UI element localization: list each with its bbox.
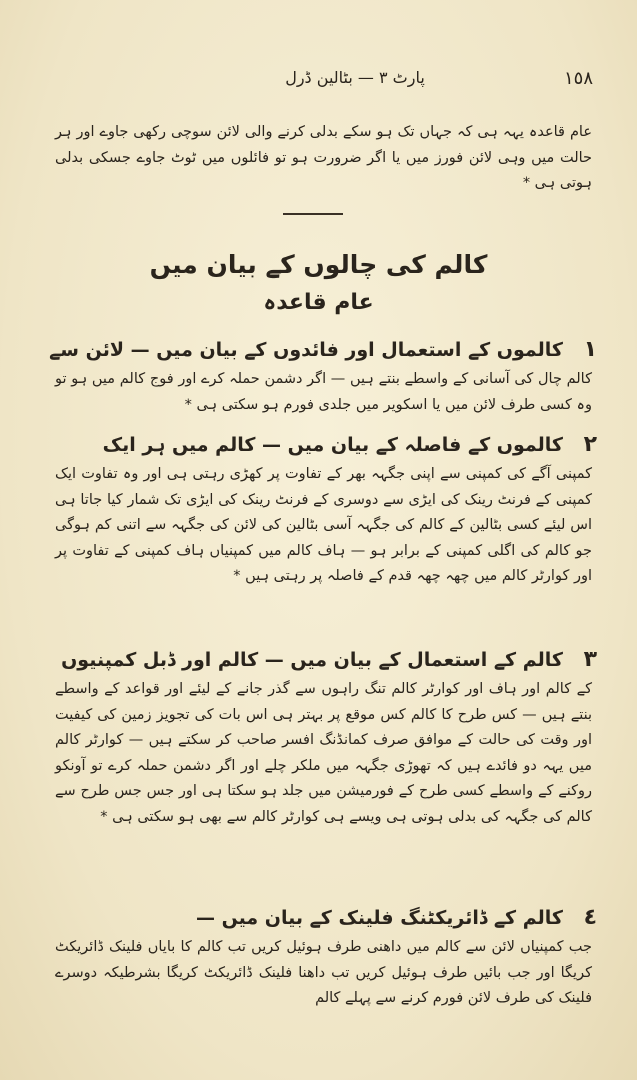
item-heading — [45, 335, 597, 365]
item-heading — [45, 903, 597, 933]
section-subtitle: عام قاعدہ — [263, 290, 374, 315]
intro-paragraph: عام قاعدہ یہہ ہی کہ جہاں تک ہو سکے بدلی کرنے والی لائن سوچی رکھی جاوے اور ہر حالت میں وہی لائن فورز میں یا اگر ضرورت ہو تو فائلوں میں ٹوٹ جاوے جسکی بدلی ہوتی ہی * — [55, 124, 592, 191]
page-header — [40, 68, 597, 96]
item-heading-text: کالموں کے استعمال اور فائدوں کے بیان میں — لائن سے — [49, 339, 563, 361]
item-number: ٤ — [583, 905, 597, 930]
item-heading — [45, 645, 597, 675]
running-title: پارٹ ٣ — بٹالین ڈرل — [285, 68, 425, 87]
section-divider — [283, 213, 343, 215]
item-heading-text: کالم کے ڈائریکٹنگ فلینک کے بیان میں — — [195, 907, 563, 929]
item-number: ٣ — [583, 647, 597, 672]
item-number: ٢ — [583, 432, 597, 457]
item-body: کے کالم اور ہاف اور کوارٹر کالم تنگ راہوں سے گذر جانے کے لیئے اور قواعد کے واسطے بنتے ہیں — کس طرح کا کالم کس موقع پر بہتر ہی اس بات کی تجویز زمین کی کیفیت اور وقت کی حالت کے موافق صرف کمانڈنگ افسر صاحب کر سکتے ہیں — کوارٹر کالم میں یہہ دو فائدے ہیں کہ تھوڑی جگہہ میں ملکر چلے اور اگر دشمن حملہ کرے تو آونکو روکنے کے واسطے کسی طرح کے فورمیشن میں جلد ہو سکتا ہی اور جس جس طرح سے کالم کی جگہہ کی بدلی ہوتی ہی ویسے ہی کوارٹر کالم سے بھی ہو سکتی ہی * — [55, 681, 592, 825]
item-body: جب کمپنیاں لائن سے کالم میں داھنی طرف ہوئیل کریں تب کالم کا بایاں فلینک ڈائریکٹ کریگا اور جب بائیں طرف ہوئیل کریں تب داھنا فلینک ڈائریکٹ کریگا بشرطیکہ دوسرے فلینک کی طرف لائن فورم کرنے سے پہلے کالم — [55, 939, 592, 1006]
item-heading-text: کالموں کے فاصلہ کے بیان میں — کالم میں ہر ایک — [102, 434, 563, 456]
item-number: ١ — [583, 337, 597, 362]
item-body: کمپنی آگے کی کمپنی سے اپنی جگہہ بھر کے تفاوت پر کھڑی رہتی ہی اور وہ تفاوت ایک کمپنی کے فرنٹ رینک کی ایڑی سے دوسری کے فرنٹ رینک کی ایڑی تک شمار کیا جاتا ہی اس لیئے کسی بٹالین کے کالم کی جگہہ آسی بٹالین کی لائن کی جگہہ سے اتنی کم ہوگی جو کالم کی اگلی کمپنی کے برابر ہو — ہاف کالم میں کمپنیاں ہاف کمپنی کے تفاوت پر اور کوارٹر کالم میں چھہ چھہ قدم کے فاصلہ پر رہتی ہیں * — [55, 466, 592, 584]
item-body: کالم چال کی آسانی کے واسطے بنتے ہیں — اگر دشمن حملہ کرے اور فوج کالم میں ہو تو وہ کسی طرف لائن میں یا اسکویر میں جلدی فورم ہو سکتی ہی * — [55, 371, 592, 413]
section-title: کالم کی چالوں کے بیان میں — [149, 250, 488, 279]
item-heading — [45, 430, 597, 460]
item-heading-text: کالم کے استعمال کے بیان میں — کالم اور ڈبل کمپنیوں — [61, 649, 563, 671]
page-number: ١٥٨ — [563, 68, 593, 89]
